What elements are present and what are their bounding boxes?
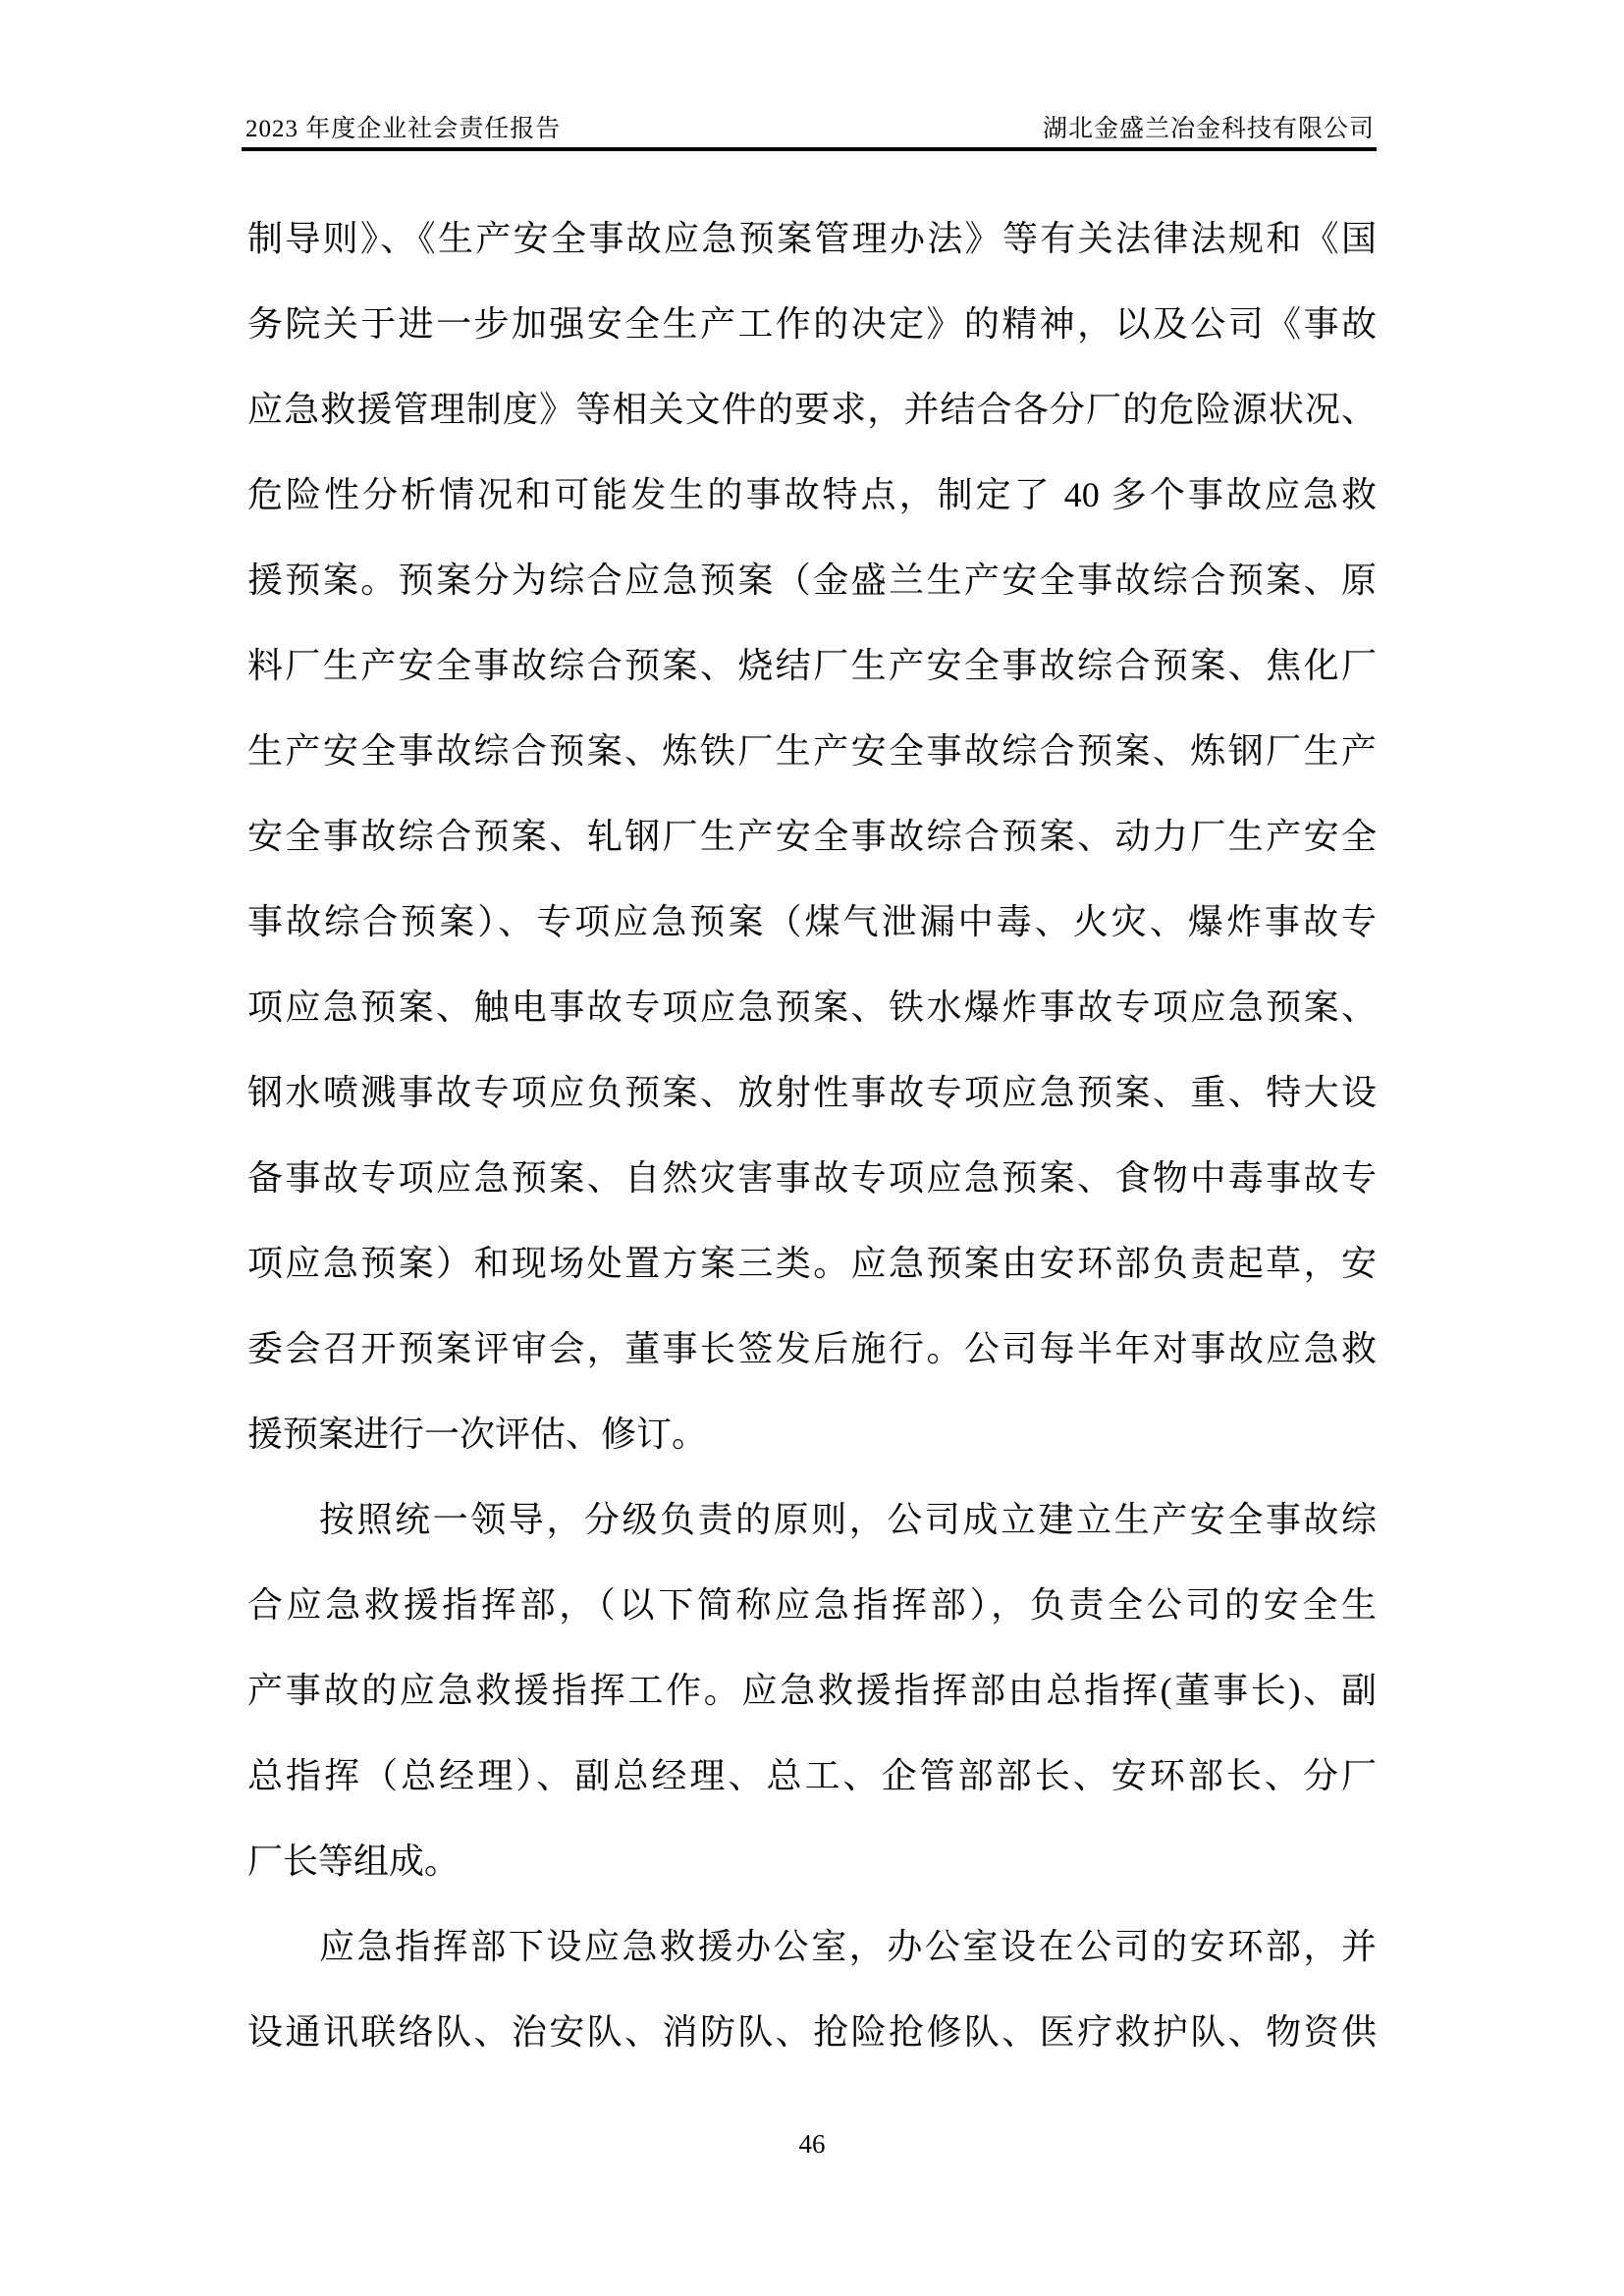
- text-line-p1-14: 委会召开预案评审会，董事长签发后施行。公司每半年对事故应急救: [247, 1329, 1377, 1368]
- text-line-p2-1: 按照统一领导，分级负责的原则，公司成立建立生产安全事故综: [319, 1500, 1377, 1539]
- header-report-title: 2023 年度企业社会责任报告: [245, 116, 562, 142]
- header-divider: [242, 147, 1377, 151]
- page-header: [245, 114, 1375, 145]
- text-line-p2-2: 合应急救援指挥部，（以下简称应急指挥部），负责全公司的安全生: [247, 1585, 1377, 1625]
- text-line-p1-7: 生产安全事故综合预案、炼铁厂生产安全事故综合预案、炼钢厂生产: [247, 731, 1377, 771]
- text-line-p2-3: 产事故的应急救援指挥工作。应急救援指挥部由总指挥(董事长)、副: [247, 1671, 1377, 1710]
- text-line-p2-5: 厂长等组成。: [247, 1842, 460, 1881]
- text-line-p1-11: 钢水喷溅事故专项应负预案、放射性事故专项应急预案、重、特大设: [247, 1073, 1377, 1112]
- text-line-p2-4: 总指挥（总经理）、副总经理、总工、企管部部长、安环部长、分厂: [247, 1756, 1377, 1795]
- text-line-p1-6: 料厂生产安全事故综合预案、烧结厂生产安全事故综合预案、焦化厂: [247, 646, 1377, 685]
- page-footer: [0, 2128, 1624, 2160]
- text-line-p1-13: 项应急预案）和现场处置方案三类。应急预案由安环部负责起草，安: [247, 1244, 1377, 1283]
- text-line-p1-8: 安全事故综合预案、轧钢厂生产安全事故综合预案、动力厂生产安全: [247, 817, 1377, 856]
- text-line-p1-12: 备事故专项应急预案、自然灾害事故专项应急预案、食物中毒事故专: [247, 1158, 1377, 1198]
- text-line-p1-3: 应急救援管理制度》等相关文件的要求，并结合各分厂的危险源状况、: [247, 390, 1377, 429]
- text-line-p1-4: 危险性分析情况和可能发生的事故特点，制定了 40 多个事故应急救: [247, 475, 1377, 514]
- text-line-p1-2: 务院关于进一步加强安全生产工作的决定》的精神，以及公司《事故: [247, 304, 1377, 344]
- text-line-p1-10: 项应急预案、触电事故专项应急预案、铁水爆炸事故专项应急预案、: [247, 988, 1377, 1027]
- text-line-p3-1: 应急指挥部下设应急救援办公室，办公室设在公司的安环部，并: [319, 1927, 1377, 1966]
- document-body: [247, 196, 1377, 2075]
- text-line-p1-1: 制导则》、《生产安全事故应急预案管理办法》等有关法律法规和《国: [247, 219, 1377, 258]
- page-number: 46: [798, 2129, 826, 2159]
- text-line-p1-5: 援预案。预案分为综合应急预案（金盛兰生产安全事故综合预案、原: [247, 561, 1377, 600]
- text-line-p1-15: 援预案进行一次评估、修订。: [247, 1415, 708, 1454]
- text-line-p3-2: 设通讯联络队、治安队、消防队、抢险抢修队、医疗救护队、物资供: [247, 2012, 1377, 2052]
- text-line-p1-9: 事故综合预案）、专项应急预案（煤气泄漏中毒、火灾、爆炸事故专: [247, 902, 1377, 941]
- header-company-name: 湖北金盛兰冶金科技有限公司: [1042, 116, 1375, 142]
